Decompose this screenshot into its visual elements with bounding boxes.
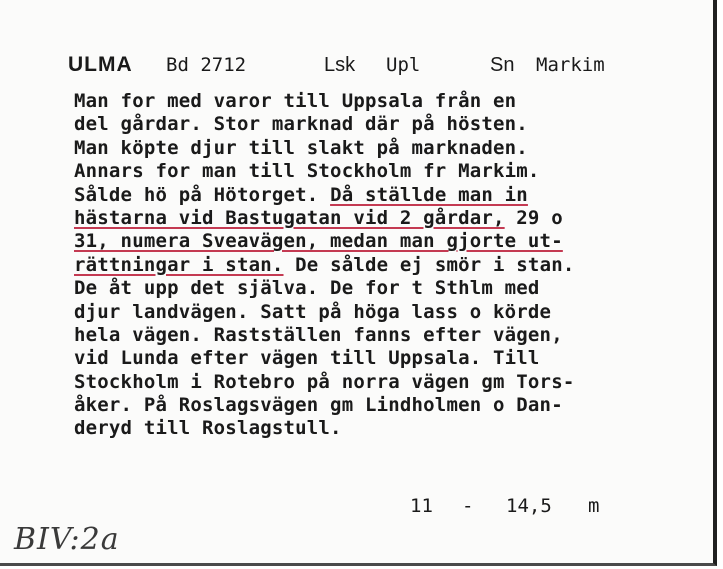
underlined-segment: hästarna vid Bastugatan vid 2 gårdar,: [74, 206, 505, 229]
text-line: deryd till Roslagstull.: [74, 417, 342, 440]
text-segment: 29 o: [504, 206, 563, 229]
text-segment: Sålde hö på Hötorget.: [74, 183, 331, 206]
measure-range: [410, 495, 600, 519]
measure-from: 11: [410, 495, 433, 517]
text-line: Man köpte djur till slakt på marknaden.: [74, 136, 528, 159]
text-line: [74, 207, 694, 230]
landskap-value: Upl: [386, 54, 421, 76]
handwritten-signum: BIV:2a: [14, 522, 120, 557]
measure-dash: -: [462, 495, 474, 517]
text-line: hela vägen. Rastställen fanns efter vägen,: [74, 323, 563, 346]
text-line: vid Lunda efter vägen till Uppsala. Till: [74, 347, 540, 370]
text-line: De åt upp det själva. De for t Sthlm med: [74, 277, 540, 300]
card-header: [68, 50, 668, 80]
socken-value: Markim: [536, 54, 605, 76]
reference-number: Bd 2712: [166, 54, 247, 76]
archive-name: ULMA: [68, 53, 133, 76]
landskap-label: Lsk: [324, 54, 356, 76]
text-line: djur landvägen. Satt på höga lass o körde: [74, 300, 552, 323]
text-line: Annars for man till Stockholm fr Markim.: [74, 160, 540, 183]
measure-unit: m: [588, 495, 600, 517]
text-segment: De sålde ej smör i stan.: [283, 253, 575, 276]
underlined-line: 31, numera Sveavägen, medan man gjorte ut-: [74, 230, 563, 253]
text-line: [74, 254, 694, 277]
socken-label: Sn: [490, 54, 515, 76]
text-line: [74, 184, 694, 207]
measure-to: 14,5: [506, 495, 552, 517]
text-line: Man for med varor till Uppsala från en: [74, 90, 517, 112]
underlined-segment: Då ställde man in: [330, 183, 528, 206]
text-line: del gårdar. Stor marknad där på hösten.: [74, 113, 528, 136]
card-text: [74, 90, 694, 441]
text-line: åker. På Roslagsvägen gm Lindholmen o Dan-: [74, 394, 563, 417]
text-line: Stockholm i Rotebro på norra vägen gm Tors-: [74, 370, 575, 393]
underlined-segment: rättningar i stan.: [74, 253, 284, 276]
